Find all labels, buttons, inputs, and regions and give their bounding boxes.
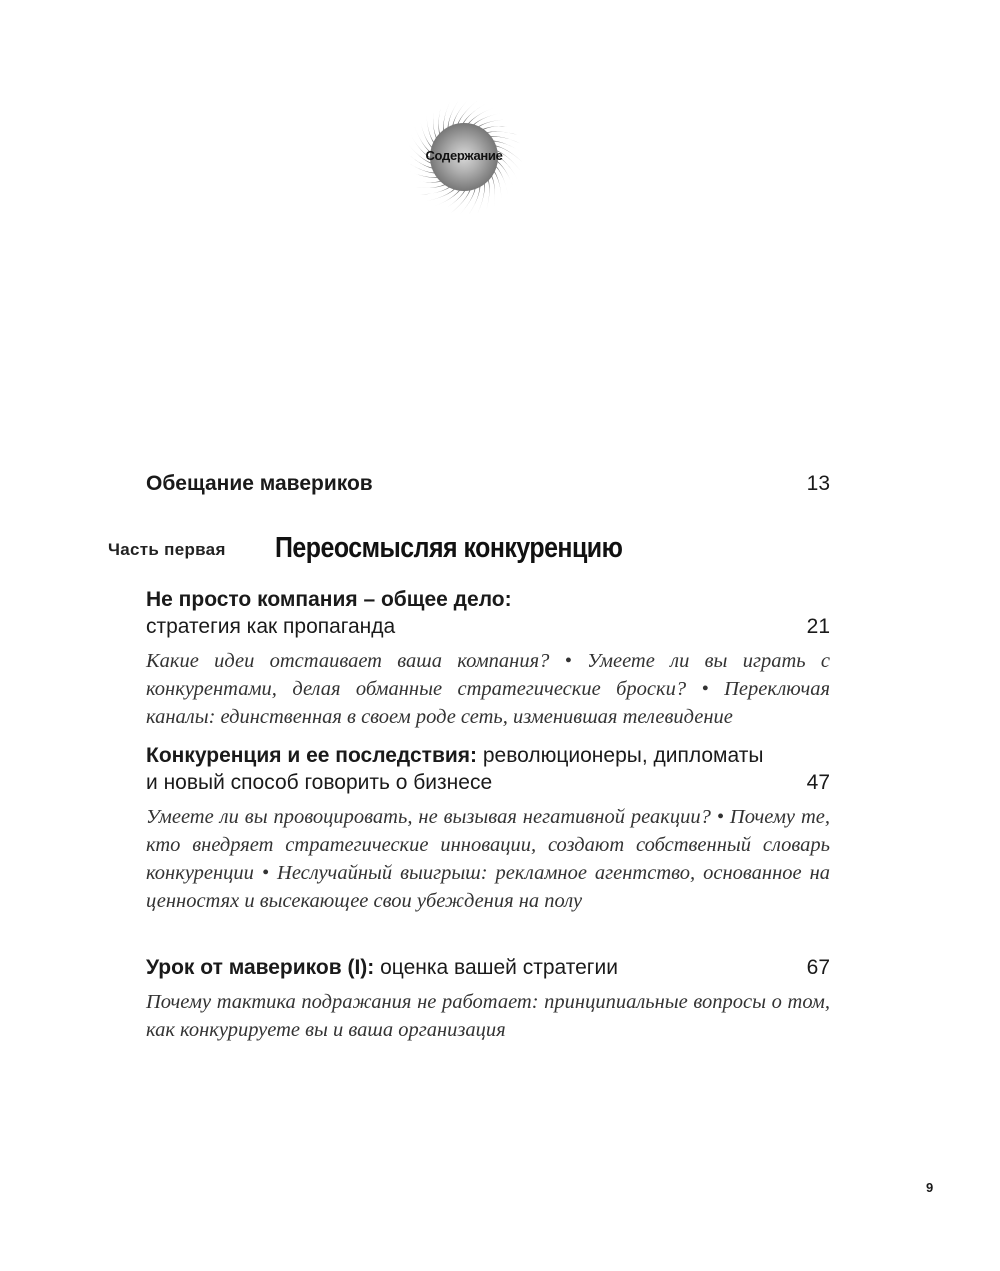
toc-entry-promise[interactable]: [146, 472, 830, 496]
chapter-subtitle: и новый способ говорить о бизнесе: [146, 771, 493, 794]
toc-chapter-2-subtitle[interactable]: [146, 771, 830, 795]
page-number: 9: [926, 1180, 934, 1195]
toc-chapter-1-title[interactable]: [146, 588, 830, 612]
chapter-page: 67: [806, 956, 830, 979]
chapter-1-description: Какие идеи отстаивает ваша компания? • Умеете ли вы играть с конкурентами, делая обманные стратегические броски? • Переключая каналы: единственная в своем роде сеть, изменившая телевидение: [146, 650, 830, 728]
chapter-2-description: Умеете ли вы провоцировать, не вызывая негативной реакции? • Почему те, кто внедряет стратегические инновации, создают собственный словарь конкуренции • Неслучайный выигрыш: рекламное агентство, основанное на ценностях и высекающее свои убеждения на полу: [146, 806, 830, 912]
toc-chapter-1-subtitle[interactable]: [146, 615, 830, 639]
toc-entry-title: Обещание мавериков: [146, 472, 373, 495]
chapter-title-rest: оценка вашей стратегии: [374, 956, 618, 979]
chapter-title-bold: Не просто компания – общее дело:: [146, 588, 512, 611]
toc-chapter-3-title[interactable]: [146, 956, 830, 980]
chapter-page: 47: [806, 771, 830, 794]
chapter-subtitle: стратегия как пропаганда: [146, 615, 396, 638]
chapter-page: 21: [806, 615, 830, 638]
toc-entry-page: 13: [806, 472, 830, 495]
contents-heading: Содержание: [425, 148, 503, 163]
chapter-title-rest: революционеры, дипломаты: [477, 744, 764, 767]
toc-chapter-2-title[interactable]: [146, 744, 830, 768]
chapter-3-description: Почему тактика подражания не работает: принципиальные вопросы о том, как конкурируете вы и ваша организация: [146, 991, 830, 1041]
part-title: Переосмысляя конкуренцию: [275, 532, 623, 564]
chapter-title-bold: Урок от мавериков (I):: [146, 956, 375, 979]
part-label: Часть первая: [108, 540, 226, 559]
chapter-title-bold: Конкуренция и ее последствия:: [146, 744, 478, 767]
